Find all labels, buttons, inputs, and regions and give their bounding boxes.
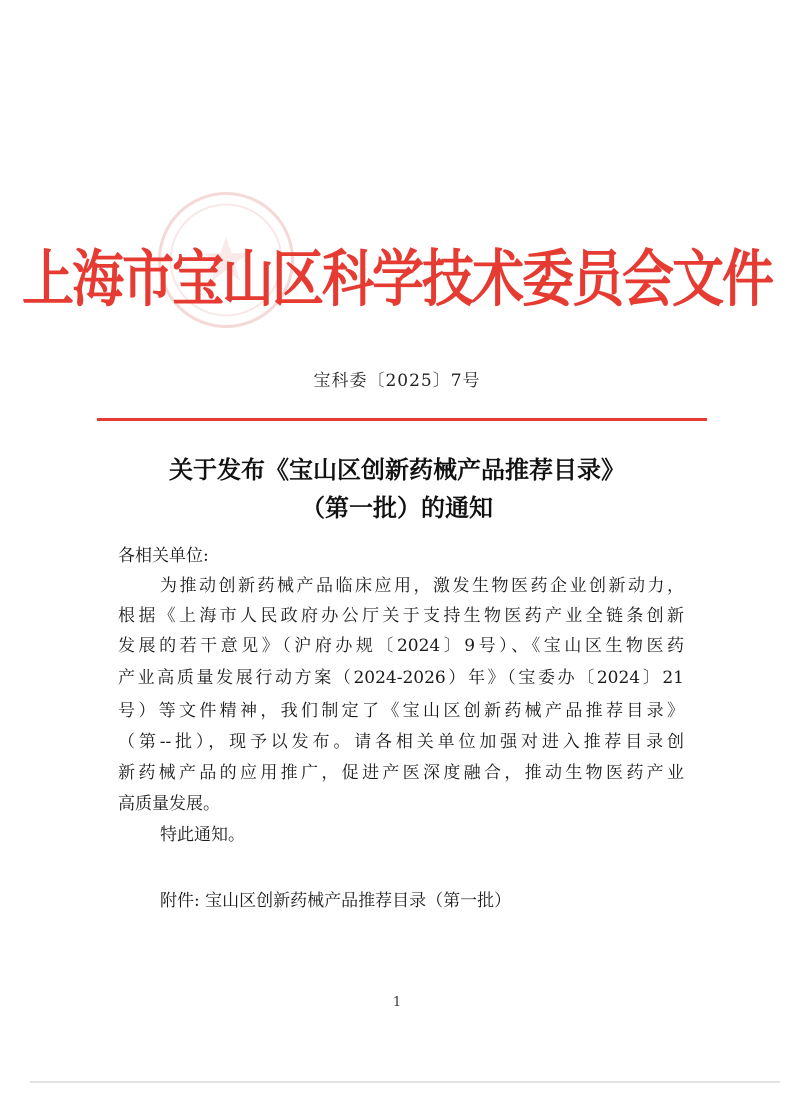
body-text-line: 新药械产品的应用推广，促进产医深度融合，推动生物医药产业 xyxy=(118,763,684,783)
body-text-line: （第--批），现予以发布。请各相关单位加强对进入推荐目录创 xyxy=(118,732,684,752)
notice-title-line-2: （第一批）的通知 xyxy=(301,494,493,522)
body-text-line: 根据《上海市人民政府办公厅关于支持生物医药产业全链条创新 xyxy=(118,606,684,626)
page-bottom-edge xyxy=(30,1081,780,1083)
body-text-line: 高质量发展。 xyxy=(118,794,220,814)
notice-title-line-1: 关于发布《宝山区创新药械产品推荐目录》 xyxy=(169,456,625,484)
body-text-line: 号）等文件精神，我们制定了《宝山区创新药械产品推荐目录》 xyxy=(118,701,684,721)
issuing-authority-title: 上海市宝山区科学技术委员会文件 xyxy=(21,244,772,316)
page-number: 1 xyxy=(392,995,402,1010)
salutation: 各相关单位: xyxy=(118,546,209,566)
body-text-line: 产业高质量发展行动方案（2024-2026）年》（宝委办〔2024〕21 xyxy=(118,668,684,688)
attachment-note: 附件: 宝山区创新药械产品推荐目录（第一批） xyxy=(160,891,512,911)
closing-remark: 特此通知。 xyxy=(160,825,245,845)
body-text-line: 为推动创新药械产品临床应用，激发生物医药企业创新动力， xyxy=(160,576,684,596)
body-text-line: 发展的若干意见》（沪府办规〔2024〕9号）、《宝山区生物医药 xyxy=(118,636,684,656)
document-number: 宝科委〔2025〕7号 xyxy=(313,371,481,391)
red-divider-line xyxy=(97,418,707,421)
